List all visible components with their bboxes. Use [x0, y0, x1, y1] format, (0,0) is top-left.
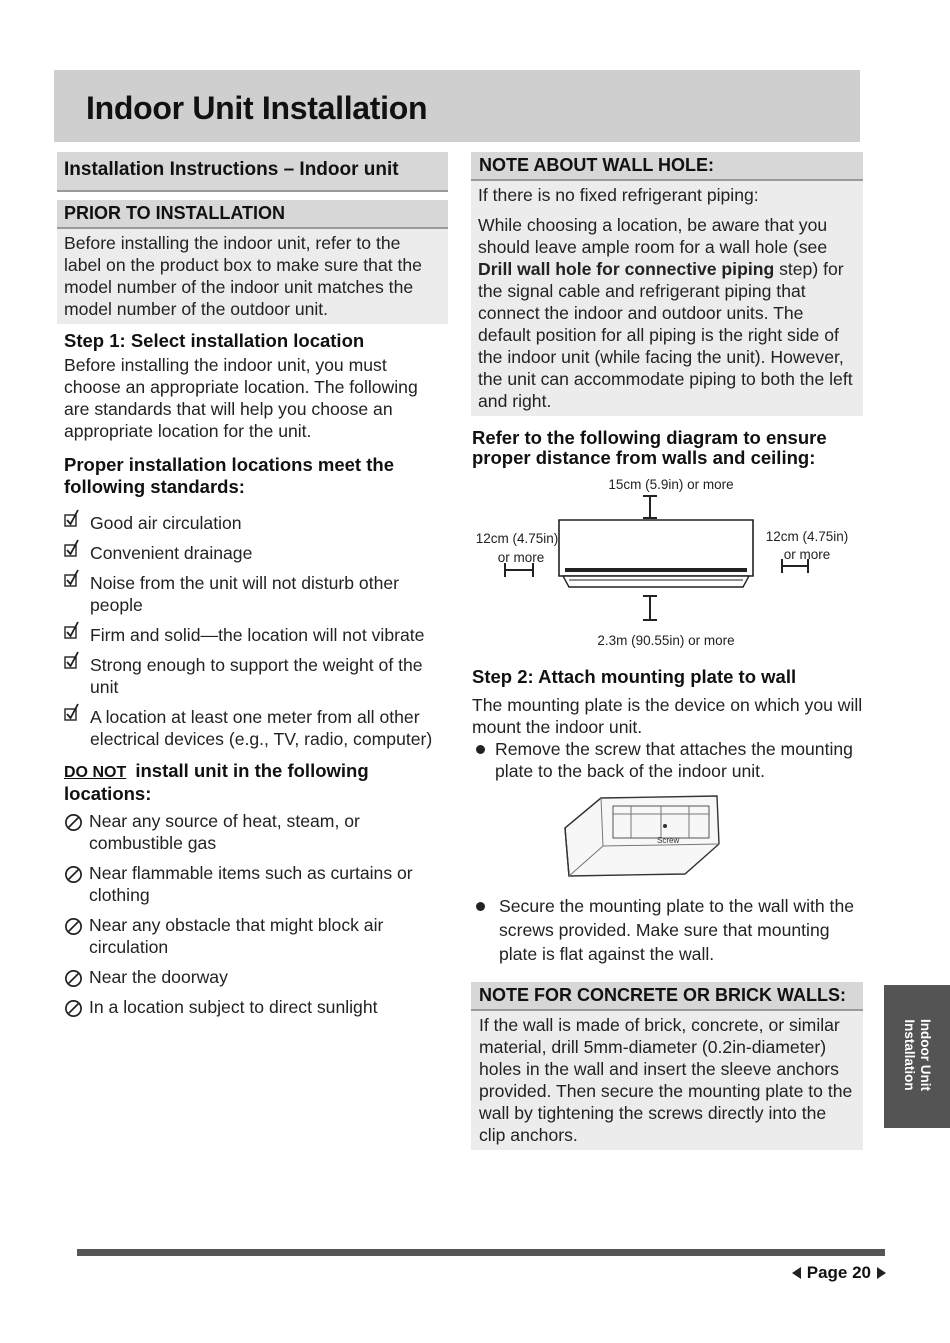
prior-text: Before installing the indoor unit, refer to the label on the product box to make sure that the model number of the indoor unit matches the model number of the outdoor unit.	[57, 229, 448, 324]
step2-bullet-1: Remove the screw that attaches the mounting plate to the back of the indoor unit.	[472, 738, 863, 782]
prohibited-icon	[64, 813, 83, 832]
title-bar	[54, 70, 860, 142]
step1-title: Step 1: Select installation location	[64, 330, 365, 351]
list-item: Good air circulation	[64, 512, 448, 534]
list-item: Near flammable items such as curtains or clothing	[64, 862, 448, 906]
list-item: Noise from the unit will not disturb other people	[64, 572, 448, 616]
list-item: A location at least one meter from all other electrical devices (e.g., TV, radio, computer)	[64, 706, 448, 750]
donot-title: DO NOT install unit in the following locations:	[64, 760, 369, 804]
concrete-header: NOTE FOR CONCRETE OR BRICK WALLS:	[471, 982, 863, 1011]
screw-label: Screw	[657, 836, 680, 845]
step2-title: Step 2: Attach mounting plate to wall	[472, 666, 797, 687]
step2-text: The mounting plate is the device on which you will mount the indoor unit.	[472, 695, 863, 737]
page-title: Indoor Unit Installation	[86, 90, 428, 126]
diagram-intro: Refer to the following diagram to ensure proper distance from walls and ceiling:	[472, 427, 827, 468]
next-page-icon[interactable]	[877, 1267, 886, 1279]
step2-bullet-2: Secure the mounting plate to the wall with the screws provided. Make sure that mounting plate is flat against the wall.	[472, 894, 863, 966]
indoor-unit-drawing	[471, 476, 863, 666]
list-item: Convenient drainage	[64, 542, 448, 564]
wallhole-box	[471, 181, 863, 416]
list-item: Strong enough to support the weight of the unit	[64, 654, 448, 698]
avoid-list	[57, 810, 448, 1018]
donot-label: DO NOT	[64, 764, 127, 781]
checkbox-checked-icon	[64, 568, 82, 590]
checkbox-checked-icon	[64, 650, 82, 672]
list-item: Near the doorway	[64, 966, 448, 988]
mounting-plate-drawing	[561, 788, 725, 888]
left-column	[57, 152, 448, 1026]
prohibited-icon	[64, 865, 83, 884]
right-clearance-label-1: 12cm (4.75in)	[765, 529, 849, 544]
wallhole-header: NOTE ABOUT WALL HOLE:	[471, 152, 863, 181]
bullet-icon	[476, 902, 485, 911]
left-clearance-label-2: or more	[497, 550, 545, 565]
checkbox-checked-icon	[64, 508, 82, 530]
wallhole-p1: If there is no fixed refrigerant piping:	[478, 185, 759, 205]
left-clearance-label-1: 12cm (4.75in)	[475, 531, 559, 546]
standards-list	[57, 512, 448, 750]
prev-page-icon[interactable]	[792, 1267, 801, 1279]
mounting-plate-illustration	[471, 782, 863, 894]
list-item: Near any source of heat, steam, or combustible gas	[64, 810, 448, 854]
side-tab-label: Indoor Unit Installation	[902, 1019, 933, 1091]
wallhole-p2: While choosing a location, be aware that you should leave ample room for a wall hole (see Drill wall hole for connective piping step) for the signal cable and refrigerant piping that connect the indoor and outdoor units. The default position for all piping is the right side of the indoor unit (while facing the unit). However, the unit can accommodate piping to both the left and right.	[478, 215, 853, 411]
list-item: Firm and solid—the location will not vibrate	[64, 624, 448, 646]
list-item: Near any obstacle that might block air circulation	[64, 914, 448, 958]
right-clearance-label-2: or more	[783, 547, 831, 562]
list-item: In a location subject to direct sunlight	[64, 996, 448, 1018]
bullet-icon	[476, 745, 485, 754]
checkbox-checked-icon	[64, 620, 82, 642]
prohibited-icon	[64, 969, 83, 988]
prohibited-icon	[64, 917, 83, 936]
top-clearance-label: 15cm (5.9in) or more	[608, 477, 734, 492]
page-number	[792, 1263, 886, 1283]
clearance-diagram	[471, 476, 863, 666]
footer-rule	[77, 1249, 885, 1256]
bottom-clearance-label: 2.3m (90.55in) or more	[597, 633, 735, 648]
instructions-header: Installation Instructions – Indoor unit	[57, 152, 448, 192]
prohibited-icon	[64, 999, 83, 1018]
checkbox-checked-icon	[64, 702, 82, 724]
concrete-text: If the wall is made of brick, concrete, or similar material, drill 5mm-diameter (0.2in-diameter) holes in the wall and insert the sleeve anchors provided. Then secure the mounting plate to the wall by tightening the screws directly into the clip anchors.	[471, 1011, 863, 1150]
section-side-tab	[884, 985, 950, 1128]
right-column	[471, 152, 863, 1150]
proper-title: Proper installation locations meet the following standards:	[64, 454, 394, 497]
prior-header: PRIOR TO INSTALLATION	[57, 200, 448, 229]
checkbox-checked-icon	[64, 538, 82, 560]
page-label: Page 20	[806, 1263, 871, 1282]
step1-text: Before installing the indoor unit, you must choose an appropriate location. The following are standards that will help you choose an appropriate location for the unit.	[64, 355, 418, 441]
